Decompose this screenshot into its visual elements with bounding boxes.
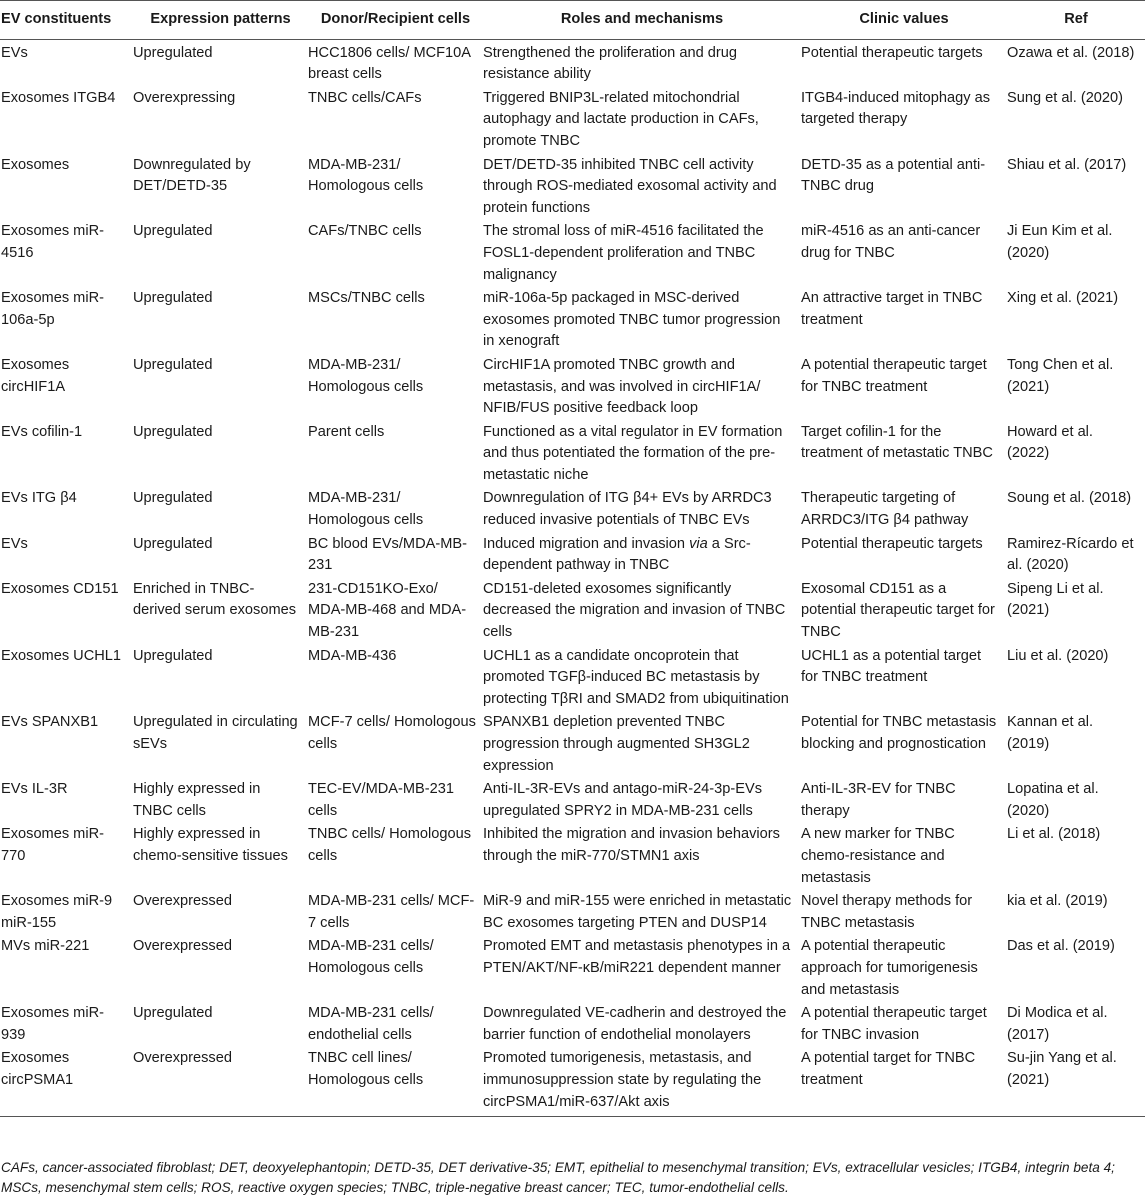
ev-constituent-cell: EVs cofilin-1 (1, 423, 83, 440)
expression-pattern-cell: Upregulated (133, 490, 213, 507)
roles-mechanisms-cell: Downregulation of ITG β4+ EVs by ARRDC3 reduced invasive potentials of TNBC EVs (483, 490, 772, 529)
expression-pattern-cell: Upregulated (133, 223, 213, 240)
table-row (0, 533, 1145, 578)
ev-constituent-cell: EVs (1, 535, 28, 552)
roles-mechanisms-cell: Inhibited the migration and invasion behaviors through the miR-770/STMN1 axis (483, 826, 780, 864)
table-row (0, 220, 1145, 287)
clinic-values-cell: Potential therapeutic targets (801, 44, 983, 61)
table-row (0, 711, 1145, 778)
donor-recipient-cell: 231-CD151KO-Exo/ MDA-MB-468 and MDA-MB-231 (308, 580, 467, 641)
donor-recipient-cell: MDA-MB-436 (308, 647, 397, 664)
donor-recipient-cell: Parent cells (308, 423, 385, 440)
table-row (0, 1002, 1145, 1047)
roles-mechanisms-cell: CircHIF1A promoted TNBC growth and metastasis, and was involved in circHIF1A/ NFIB/FUS positive feedback loop (483, 356, 761, 417)
donor-recipient-cell: MDA-MB-231/ Homologous cells (308, 356, 424, 395)
ev-constituent-cell: EVs ITG β4 (1, 490, 77, 507)
roles-mechanisms-cell: DET/DETD-35 inhibited TNBC cell activity through ROS-mediated exosomal activity and protein functions (483, 156, 777, 216)
roles-mechanisms-cell: The stromal loss of miR-4516 facilitated the FOSL1-dependent proliferation and TNBC malignancy (483, 223, 764, 283)
ev-constituent-cell: Exosomes miR-9 miR-155 (1, 893, 113, 931)
table-row (0, 1047, 1145, 1116)
expression-pattern-cell: Upregulated (133, 535, 213, 552)
roles-mechanisms-cell: CD151-deleted exosomes significantly decreased the migration and invasion of TNBC cells (483, 580, 786, 641)
header-roles-mechanisms: Roles and mechanisms (483, 1, 801, 40)
donor-recipient-cell: MDA-MB-231 cells/ MCF-7 cells (308, 893, 475, 931)
expression-pattern-cell: Overexpressed (133, 893, 232, 910)
ev-constituent-cell: Exosomes CD151 (1, 580, 119, 597)
table-row (0, 287, 1145, 354)
roles-mechanisms-cell: Anti-IL-3R-EVs and antago-miR-24-3p-EVs upregulated SPRY2 in MDA-MB-231 cells (483, 781, 763, 819)
ev-constituent-cell: Exosomes (1, 156, 70, 173)
clinic-values-cell: Exosomal CD151 as a potential therapeutic target for TNBC (801, 580, 995, 641)
donor-recipient-cell: MDA-MB-231/ Homologous cells (308, 156, 424, 195)
table-row (0, 645, 1145, 712)
table-row (0, 578, 1145, 645)
italic-term: via (689, 535, 708, 552)
expression-pattern-cell: Upregulated (133, 647, 213, 664)
ref-cell: kia et al. (2019) (1007, 893, 1108, 910)
roles-mechanisms-cell: Promoted EMT and metastasis phenotypes in a PTEN/AKT/NF-κB/miR221 dependent manner (483, 938, 791, 976)
ref-cell: Ozawa et al. (2018) (1007, 44, 1135, 61)
expression-pattern-cell: Enriched in TNBC-derived serum exosomes (133, 580, 297, 619)
ev-constituent-cell: EVs IL-3R (1, 781, 68, 798)
ref-cell: Kannan et al. (2019) (1007, 714, 1094, 752)
clinic-values-cell: A potential target for TNBC treatment (801, 1047, 1007, 1116)
ev-constituent-cell: Exosomes ITGB4 (1, 89, 116, 106)
ev-constituent-cell: EVs (1, 44, 28, 61)
expression-pattern-cell: Upregulated (133, 1005, 213, 1022)
ev-constituent-cell: Exosomes miR-106a-5p (1, 290, 104, 328)
roles-mechanisms-cell: Functioned as a vital regulator in EV formation and thus potentiated the formation of the pre-metastatic niche (483, 423, 783, 483)
table-row (0, 87, 1145, 154)
table-row (0, 823, 1145, 890)
clinic-values-cell: A potential therapeutic target for TNBC treatment (801, 356, 987, 395)
header-ev-constituents: EV constituents (0, 1, 133, 40)
clinic-values-cell: A potential therapeutic target for TNBC invasion (801, 1005, 987, 1043)
donor-recipient-cell: TNBC cell lines/ Homologous cells (308, 1047, 483, 1116)
donor-recipient-cell: TNBC cells/CAFs (308, 89, 422, 106)
table-footnote: CAFs, cancer-associated fibroblast; DET, deoxyelephantopin; DETD-35, DET derivative-35; EMT, epithelial to mesenchymal transition; EVs, extracellular vesicles; ITGB4, integrin beta 4; MSCs, mesenchymal stem cells; ROS, reactive oxygen species; TNBC, triple-negative breast cancer; TEC, tumor-endothelial cells. (1, 1160, 1115, 1195)
ref-cell: Ji Eun Kim et al. (2020) (1007, 223, 1113, 261)
table-header-row (0, 1, 1145, 40)
roles-mechanisms-cell: MiR-9 and miR-155 were enriched in metastatic BC exosomes targeting PTEN and DUSP14 (483, 893, 792, 931)
ref-cell: Tong Chen et al. (2021) (1007, 356, 1114, 395)
donor-recipient-cell: MCF-7 cells/ Homologous cells (308, 714, 476, 752)
clinic-values-cell: Anti-IL-3R-EV for TNBC therapy (801, 781, 956, 819)
donor-recipient-cell: MSCs/TNBC cells (308, 290, 425, 307)
clinic-values-cell: miR-4516 as an anti-cancer drug for TNBC (801, 223, 981, 261)
ev-constituent-cell: Exosomes miR-939 (1, 1005, 104, 1043)
table-body (0, 39, 1145, 1117)
expression-pattern-cell: Upregulated (133, 290, 213, 307)
clinic-values-cell: An attractive target in TNBC treatment (801, 290, 983, 328)
roles-mechanisms-cell: Promoted tumorigenesis, metastasis, and immunosuppression state by regulating the circPSMA1/miR-637/Akt axis (483, 1047, 801, 1116)
expression-pattern-cell: Upregulated (133, 44, 213, 61)
clinic-values-cell: Novel therapy methods for TNBC metastasis (801, 893, 973, 931)
ev-constituent-cell: EVs SPANXB1 (1, 714, 99, 731)
header-expression-patterns: Expression patterns (133, 1, 308, 40)
clinic-values-cell: Therapeutic targeting of ARRDC3/ITG β4 pathway (801, 490, 969, 529)
ev-constituent-cell: Exosomes miR-770 (1, 826, 104, 864)
roles-mechanisms-cell: SPANXB1 depletion prevented TNBC progression through augmented SH3GL2 expression (483, 714, 750, 774)
ev-constituent-cell: Exosomes circPSMA1 (0, 1047, 133, 1116)
header-clinic-values: Clinic values (801, 1, 1007, 40)
expression-pattern-cell: Downregulated by DET/DETD-35 (133, 156, 251, 195)
header-donor-recipient-cells: Donor/Recipient cells (308, 1, 483, 40)
expression-pattern-cell: Upregulated (133, 356, 213, 373)
table-row (0, 354, 1145, 421)
table-row (0, 935, 1145, 1002)
ref-cell: Su-jin Yang et al. (2021) (1007, 1047, 1145, 1116)
expression-pattern-cell: Upregulated (133, 423, 213, 440)
expression-pattern-cell: Overexpressing (133, 89, 236, 106)
table-row (0, 890, 1145, 935)
ev-constituent-cell: Exosomes miR-4516 (1, 223, 104, 261)
clinic-values-cell: Potential therapeutic targets (801, 535, 983, 552)
ref-cell: Di Modica et al. (2017) (1007, 1005, 1108, 1043)
donor-recipient-cell: MDA-MB-231 cells/ endothelial cells (308, 1005, 434, 1043)
roles-mechanisms-cell: Triggered BNIP3L-related mitochondrial autophagy and lactate production in CAFs, promote TNBC (483, 89, 759, 149)
ref-cell: Das et al. (2019) (1007, 938, 1115, 955)
expression-pattern-cell: Upregulated in circulating sEVs (133, 714, 298, 752)
donor-recipient-cell: BC blood EVs/MDA-MB-231 (308, 535, 467, 574)
roles-mechanisms-cell: UCHL1 as a candidate oncoprotein that promoted TGFβ-induced BC metastasis by protecting TβRI and SMAD2 from ubiquitination (483, 647, 789, 707)
ref-cell: Soung et al. (2018) (1007, 490, 1132, 507)
ev-constituent-cell: Exosomes circHIF1A (1, 356, 70, 395)
header-ref: Ref (1007, 1, 1145, 40)
ev-constituent-cell: MVs miR-221 (1, 938, 90, 955)
expression-pattern-cell: Overexpressed (133, 1047, 308, 1116)
donor-recipient-cell: MDA-MB-231/ Homologous cells (308, 490, 424, 529)
ref-cell: Howard et al. (2022) (1007, 423, 1093, 462)
table-row (0, 39, 1145, 87)
donor-recipient-cell: TNBC cells/ Homologous cells (308, 826, 472, 864)
table-row (0, 778, 1145, 823)
table-row (0, 154, 1145, 221)
roles-mechanisms-cell: Downregulated VE-cadherin and destroyed the barrier function of endothelial monolayers (483, 1005, 787, 1043)
roles-mechanisms-cell: miR-106a-5p packaged in MSC-derived exosomes promoted TNBC tumor progression in xenograft (483, 290, 781, 350)
expression-pattern-cell: Highly expressed in TNBC cells (133, 781, 261, 819)
ref-cell: Sipeng Li et al. (2021) (1007, 580, 1104, 619)
clinic-values-cell: DETD-35 as a potential anti-TNBC drug (801, 156, 986, 195)
ref-cell: Xing et al. (2021) (1007, 290, 1119, 307)
donor-recipient-cell: MDA-MB-231 cells/ Homologous cells (308, 938, 434, 976)
roles-mechanisms-cell: Induced migration and invasion via a Src-dependent pathway in TNBC (483, 535, 751, 574)
clinic-values-cell: A new marker for TNBC chemo-resistance and metastasis (801, 826, 955, 886)
ev-constituent-cell: Exosomes UCHL1 (1, 647, 122, 664)
table-row (0, 487, 1145, 532)
clinic-values-cell: A potential therapeutic approach for tumorigenesis and metastasis (801, 938, 978, 998)
clinic-values-cell: UCHL1 as a potential target for TNBC treatment (801, 647, 982, 686)
ref-cell: Shiau et al. (2017) (1007, 156, 1127, 173)
expression-pattern-cell: Highly expressed in chemo-sensitive tissues (133, 826, 288, 864)
ref-cell: Ramirez-Rícardo et al. (2020) (1007, 535, 1134, 574)
clinic-values-cell: ITGB4-induced mitophagy as targeted therapy (801, 89, 991, 128)
donor-recipient-cell: HCC1806 cells/ MCF10A breast cells (308, 44, 471, 83)
ref-cell: Liu et al. (2020) (1007, 647, 1109, 664)
expression-pattern-cell: Overexpressed (133, 938, 232, 955)
ref-cell: Li et al. (2018) (1007, 826, 1101, 843)
roles-mechanisms-cell: Strengthened the proliferation and drug resistance ability (483, 44, 737, 83)
ref-cell: Lopatina et al. (2020) (1007, 781, 1099, 819)
donor-recipient-cell: CAFs/TNBC cells (308, 223, 422, 240)
clinic-values-cell: Target cofilin-1 for the treatment of metastatic TNBC (801, 423, 993, 462)
donor-recipient-cell: TEC-EV/MDA-MB-231 cells (308, 781, 454, 819)
table-row (0, 421, 1145, 488)
clinic-values-cell: Potential for TNBC metastasis blocking and prognostication (801, 714, 997, 752)
ref-cell: Sung et al. (2020) (1007, 89, 1124, 106)
